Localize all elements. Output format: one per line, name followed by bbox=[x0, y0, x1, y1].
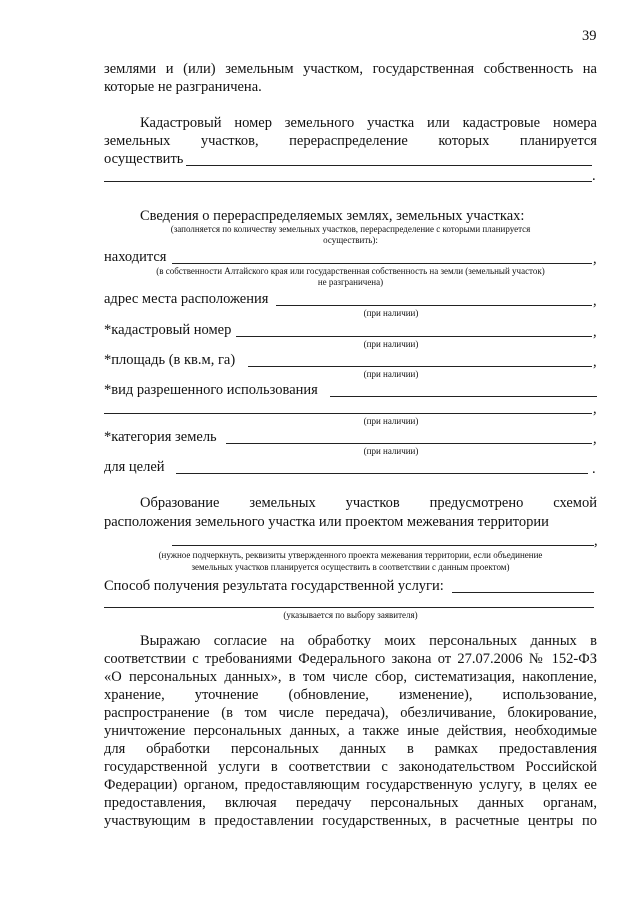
result-label: Способ получения результата государственной услуги: bbox=[104, 578, 444, 594]
cadnum-if-any: (при наличии) bbox=[363, 339, 419, 349]
info-heading: Сведения о перераспределяемых землях, земельных участках: bbox=[140, 208, 525, 224]
purpose-field[interactable] bbox=[176, 473, 588, 474]
consent-line-4: хранение, уточнение (обновление, изменение), использование, bbox=[104, 687, 597, 703]
formation-line-2: расположения земельного участка или проектом межевания территории bbox=[104, 514, 549, 530]
cadnum-field[interactable] bbox=[236, 336, 592, 337]
cadastral-line-1: Кадастровый номер земельного участка или кадастровые номера bbox=[140, 115, 597, 131]
purpose-dot: . bbox=[592, 461, 596, 477]
word: Образование bbox=[140, 495, 220, 511]
formation-field[interactable] bbox=[172, 545, 594, 546]
located-comma: , bbox=[593, 251, 597, 267]
cadastral-field-1[interactable] bbox=[186, 165, 592, 166]
consent-line-6: уничтожение персональных данных, а также иные действия, необходимые bbox=[104, 723, 597, 739]
use-label: *вид разрешенного использования bbox=[104, 382, 318, 398]
category-field[interactable] bbox=[226, 443, 592, 444]
use-if-any: (при наличии) bbox=[363, 416, 419, 426]
consent-line-7: для обработки персональных данных в рамках предоставления bbox=[104, 741, 597, 757]
consent-line-10: предоставления, включая передачу персональных данных органам, bbox=[104, 795, 597, 811]
word: участков, bbox=[200, 133, 259, 149]
area-label: *площадь (в кв.м, га) bbox=[104, 352, 236, 368]
info-note-2: осуществить): bbox=[323, 235, 378, 245]
consent-line-1: Выражаю согласие на обработку моих персональных данных в bbox=[140, 633, 597, 649]
cadnum-comma: , bbox=[593, 324, 597, 340]
address-comma: , bbox=[593, 293, 597, 309]
address-field[interactable] bbox=[276, 305, 592, 306]
result-note: (указывается по выбору заявителя) bbox=[283, 610, 418, 620]
word: предусмотрено bbox=[429, 495, 524, 511]
area-field[interactable] bbox=[248, 366, 592, 367]
purpose-label: для целей bbox=[104, 459, 165, 475]
consent-line-3: «О персональных данных», в том числе сбор, систематизация, накопление, bbox=[104, 669, 597, 685]
address-if-any: (при наличии) bbox=[363, 308, 419, 318]
formation-line-1 bbox=[140, 495, 597, 512]
formation-comma: , bbox=[594, 533, 598, 549]
use-field-2[interactable] bbox=[104, 413, 592, 414]
located-note-2: не разграничена) bbox=[317, 277, 384, 287]
intro-line-1: землями и (или) земельным участком, государственная собственность на bbox=[104, 61, 597, 77]
consent-line-5: распространение (в том числе передача), обезличивание, блокирование, bbox=[104, 705, 597, 721]
result-field-2[interactable] bbox=[104, 607, 594, 608]
consent-line-11: участвующим в предоставлении государственных, в расчетные центры по bbox=[104, 813, 597, 829]
category-if-any: (при наличии) bbox=[363, 446, 419, 456]
category-label: *категория земель bbox=[104, 429, 217, 445]
cadnum-label: *кадастровый номер bbox=[104, 322, 232, 338]
address-label: адрес места расположения bbox=[104, 291, 269, 307]
cadastral-line-2 bbox=[104, 133, 597, 150]
word: планируется bbox=[519, 133, 597, 149]
cadastral-line-3: осуществить bbox=[104, 151, 184, 167]
word: земельных bbox=[104, 133, 171, 149]
consent-line-9: Федерации) органом, предоставляющим государственную услугу, в целях ее bbox=[104, 777, 597, 793]
info-note-1: (заполняется по количеству земельных участков, перераспределение с которыми планируется bbox=[170, 224, 531, 234]
intro-line-2: которые не разграничена. bbox=[104, 79, 262, 95]
use-field-1[interactable] bbox=[330, 396, 597, 397]
word: которых bbox=[438, 133, 490, 149]
category-comma: , bbox=[593, 431, 597, 447]
word: земельных bbox=[249, 495, 316, 511]
located-label: находится bbox=[104, 249, 167, 265]
word: участков bbox=[345, 495, 400, 511]
use-comma: , bbox=[593, 401, 597, 417]
cadastral-field-2[interactable] bbox=[104, 181, 592, 182]
result-field-1[interactable] bbox=[452, 592, 594, 593]
consent-line-8: государственной услуги в соответствии с законодательством Российской bbox=[104, 759, 597, 775]
formation-note-1: (нужное подчеркнуть, реквизиты утвержденного проекта межевания территории, если объединение bbox=[158, 550, 543, 560]
word: перераспределение bbox=[289, 133, 408, 149]
page-number: 39 bbox=[582, 28, 597, 44]
area-comma: , bbox=[593, 354, 597, 370]
cadastral-end-dot: . bbox=[592, 168, 596, 184]
formation-note-2: земельных участков планируется осуществить в соответствии с данным проектом) bbox=[191, 562, 510, 572]
located-note-1: (в собственности Алтайского края или государственная собственность на земли (земельный участок) bbox=[156, 266, 545, 276]
consent-line-2: соответствии с требованиями Федерального закона от 27.07.2006 № 152-ФЗ bbox=[104, 651, 597, 667]
word: схемой bbox=[553, 495, 597, 511]
located-field[interactable] bbox=[172, 263, 592, 264]
area-if-any: (при наличии) bbox=[363, 369, 419, 379]
